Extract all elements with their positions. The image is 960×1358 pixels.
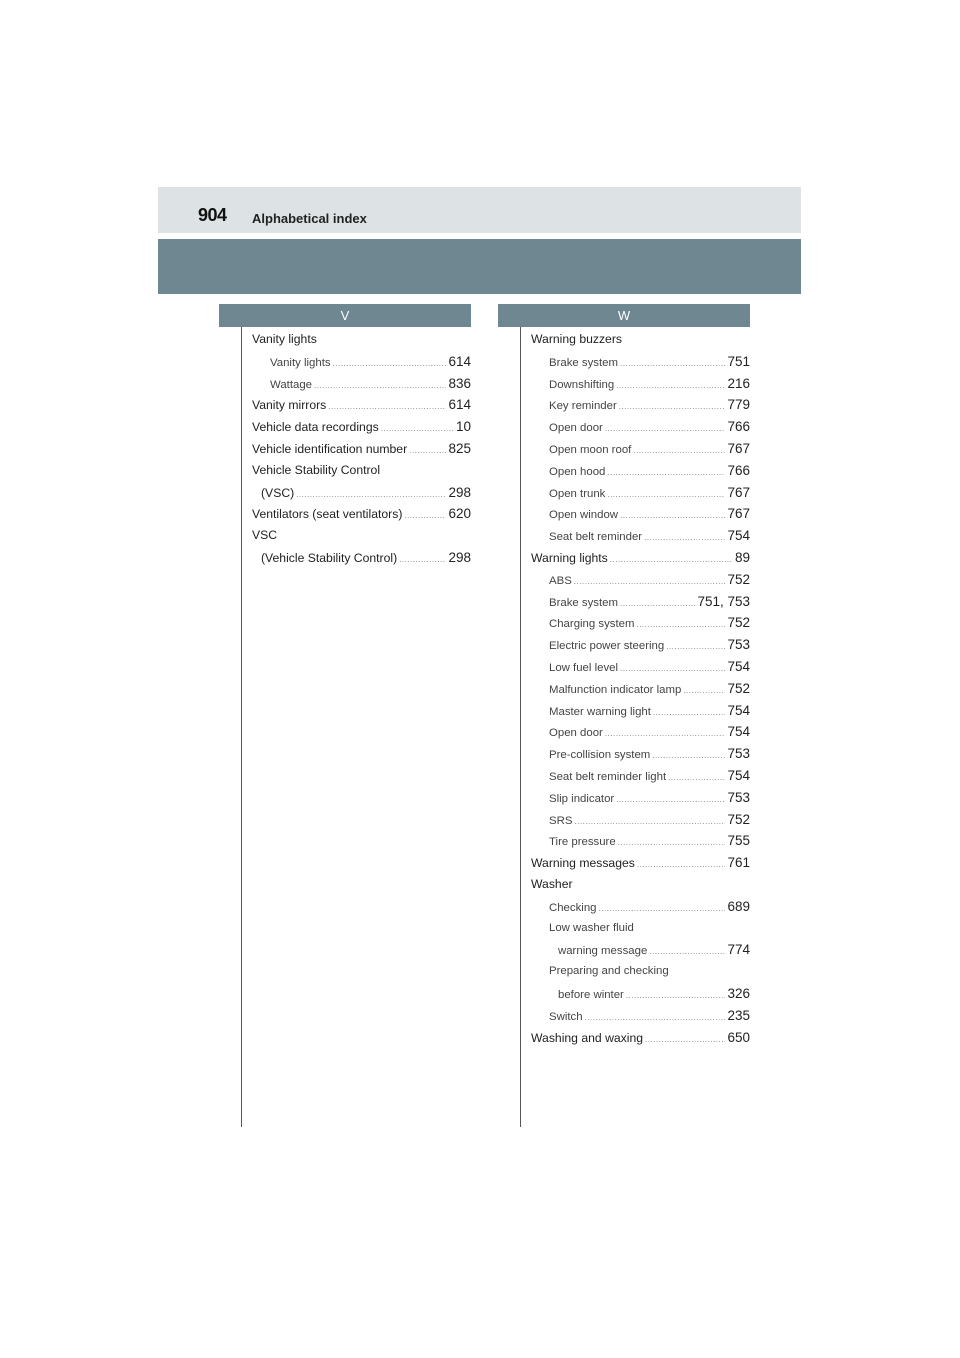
index-subentry: Tire pressure ..... 755 [531, 830, 750, 852]
index-entry: Vanity lights [252, 332, 317, 346]
section-title: Alphabetical index [252, 211, 367, 226]
decorative-band [158, 239, 801, 294]
index-subentry: Checking ..... 689 [531, 896, 750, 918]
index-subentry: Electric power steering ..... 753 [531, 634, 750, 656]
index-subentry: Switch ..... 235 [531, 1005, 750, 1027]
index-subentry: Open door ..... 766 [531, 416, 750, 438]
index-subentry: Open trunk ..... 767 [531, 482, 750, 504]
index-subentry: Seat belt reminder light ..... 754 [531, 765, 750, 787]
index-subentry: Open door ..... 754 [531, 721, 750, 743]
index-entry: Vehicle data recordings ..... 10 [252, 416, 471, 438]
index-subentry: Malfunction indicator lamp ..... 752 [531, 678, 750, 700]
index-subentry: Open hood ..... 766 [531, 460, 750, 482]
index-subentry: Charging system ..... 752 [531, 612, 750, 634]
index-subentry: Downshifting ..... 216 [531, 373, 750, 395]
index-entry: Ventilators (seat ventilators) ..... 620 [252, 503, 471, 525]
index-entry: Vehicle identification number ..... 825 [252, 438, 471, 460]
index-entry-continued: (VSC) ..... 298 [252, 482, 471, 504]
page-number: 904 [198, 205, 227, 225]
index-subentry-continued: before winter ..... 326 [531, 983, 750, 1005]
index-subentry: Pre-collision system ..... 753 [531, 743, 750, 765]
index-entry: Washer [531, 876, 573, 891]
index-entry: Warning lights ..... 89 [531, 547, 750, 569]
index-subentry: Wattage ..... 836 [252, 373, 471, 395]
letter-heading-w: W [498, 304, 750, 327]
index-entry-continued: (Vehicle Stability Control) ..... 298 [252, 547, 471, 569]
index-subentry: Open moon roof ..... 767 [531, 438, 750, 460]
index-entry: Washing and waxing ..... 650 [531, 1027, 750, 1049]
index-column-w [531, 329, 750, 1048]
index-subentry: SRS ..... 752 [531, 809, 750, 831]
index-entry: VSC [252, 528, 278, 543]
index-column-v [252, 329, 471, 569]
left-column-rule [241, 304, 242, 1127]
index-subentry: Preparing and checking [549, 965, 669, 978]
index-subentry: Low washer fluid [549, 921, 634, 934]
index-subentry: Open window ..... 767 [531, 503, 750, 525]
index-subentry: Master warning light ..... 754 [531, 700, 750, 722]
index-subentry: Vanity lights ..... 614 [252, 351, 471, 373]
index-subentry: Brake system ..... 751 [531, 351, 750, 373]
letter-heading-v: V [219, 304, 471, 327]
index-subentry: Brake system ..... 751, 753 [531, 591, 750, 613]
index-subentry: Slip indicator ..... 753 [531, 787, 750, 809]
index-subentry-continued: warning message ..... 774 [531, 939, 750, 961]
index-entry: Warning messages ..... 761 [531, 852, 750, 874]
index-entry: Warning buzzers [531, 332, 622, 346]
index-subentry: Seat belt reminder ..... 754 [531, 525, 750, 547]
index-entry: Vanity mirrors ..... 614 [252, 394, 471, 416]
header-band [158, 187, 801, 233]
index-entry: Vehicle Stability Control [252, 462, 381, 477]
index-subentry: Low fuel level ..... 754 [531, 656, 750, 678]
index-subentry: ABS ..... 752 [531, 569, 750, 591]
right-column-rule [520, 304, 521, 1127]
index-subentry: Key reminder ..... 779 [531, 394, 750, 416]
